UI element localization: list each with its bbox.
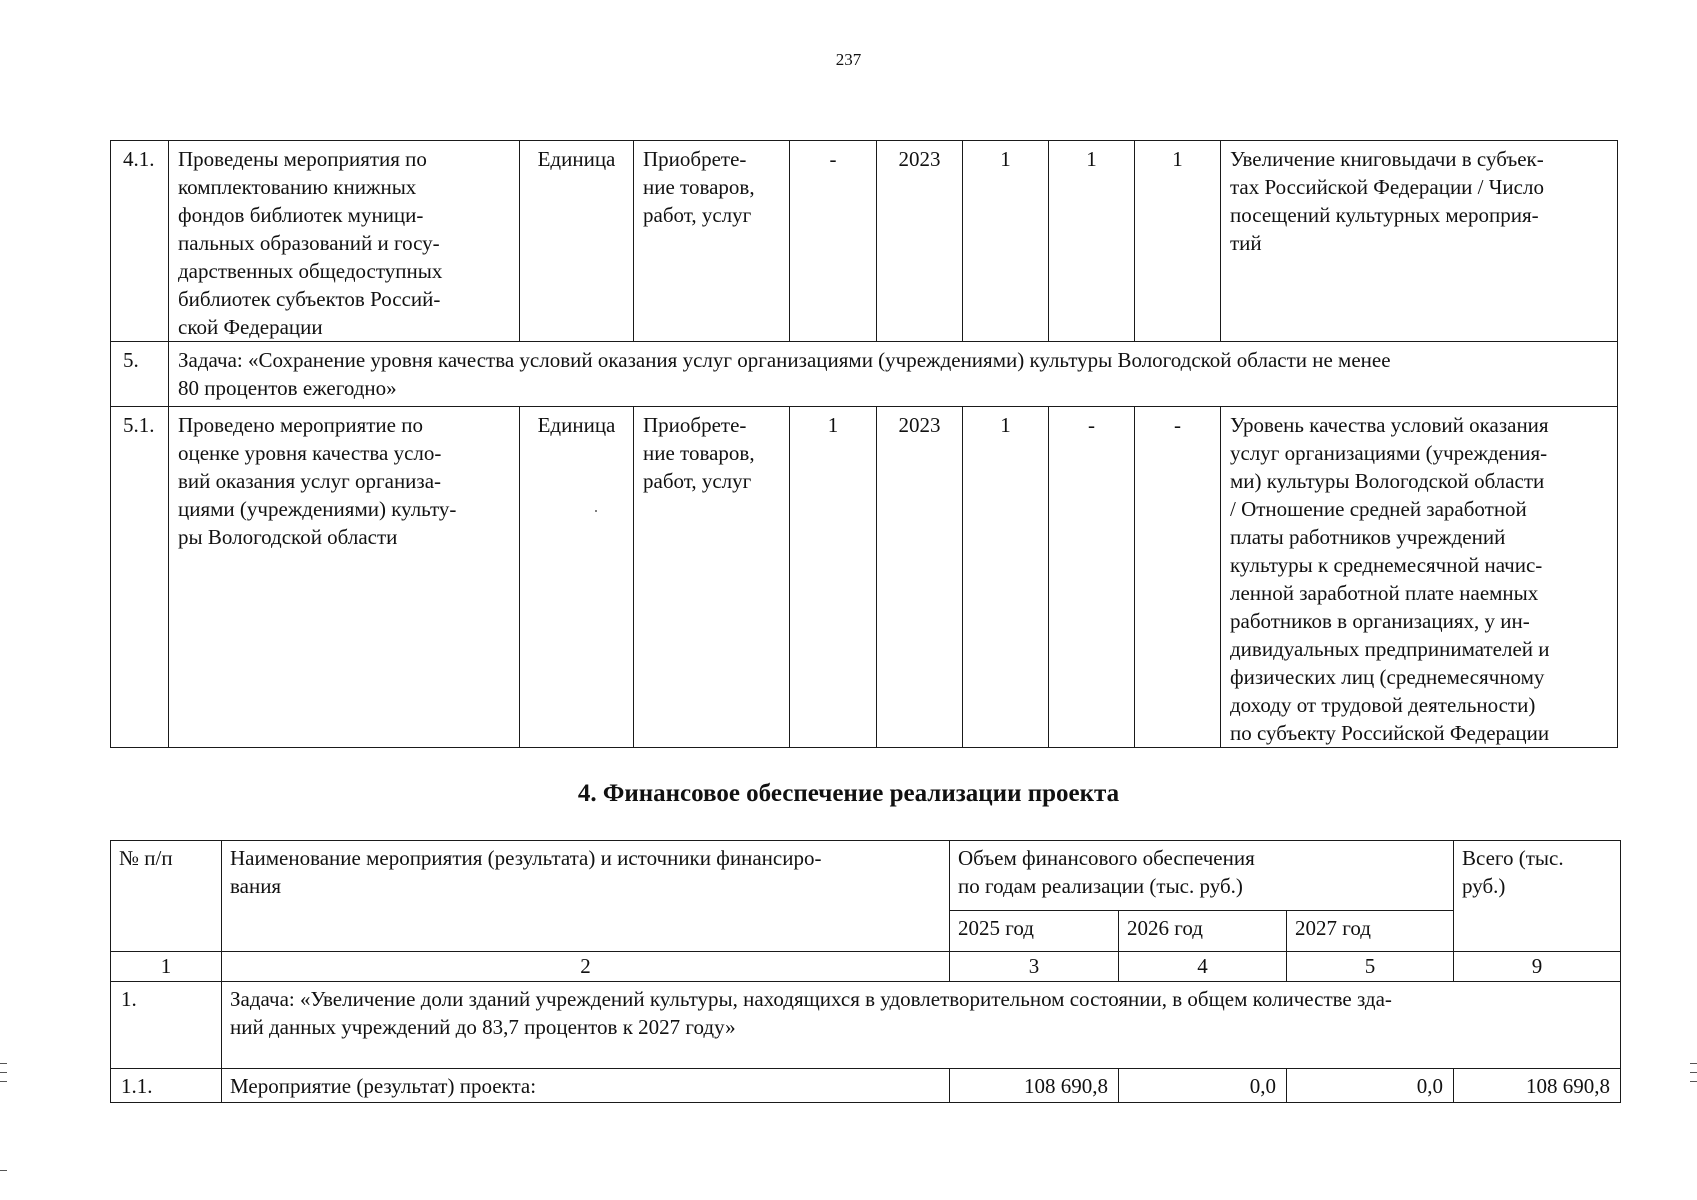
section-heading: 4. Финансовое обеспечение реализации проекта (577, 780, 1120, 807)
base-year: 2023 (877, 141, 963, 342)
row-number: 1.1. (111, 1069, 222, 1103)
result-row-5-1 (111, 407, 1618, 748)
task-text: Задача: «Увеличение доли зданий учреждений культуры, находящихся в удовлетворительном состоянии, в общем количестве зда- ний данных учреждений до 83,7 процентов к 2027 году» (222, 982, 1621, 1069)
column-number: 2 (222, 952, 950, 982)
scan-dot (595, 510, 597, 512)
base-value: 1 (790, 407, 877, 748)
scan-edge-mark (0, 1081, 7, 1082)
row-number: 1. (111, 982, 222, 1069)
scan-edge-mark (1690, 1063, 1697, 1064)
unit-cell: Единица (520, 407, 634, 748)
linked-indicator: Увеличение книговыдачи в субъек- тах Российской Федерации / Число посещений культурных мероприя- тий (1221, 141, 1618, 342)
column-number: 4 (1119, 952, 1287, 982)
header-year-2025: 2025 год (950, 911, 1119, 952)
header-volume: Объем финансового обеспечения по годам реализации (тыс. руб.) (950, 841, 1454, 911)
amount-2027: 0,0 (1287, 1069, 1454, 1103)
measure-name: Мероприятие (результат) проекта: (222, 1069, 950, 1103)
scan-edge-mark (1690, 1072, 1697, 1073)
header-number: № п/п (111, 841, 222, 952)
scan-edge-mark (1690, 1081, 1697, 1082)
scan-edge-mark (0, 1072, 7, 1073)
column-number: 5 (1287, 952, 1454, 982)
header-total: Всего (тыс. руб.) (1454, 841, 1621, 952)
result-type: Приобрете- ние товаров, работ, услуг (634, 407, 790, 748)
result-row-4-1 (111, 141, 1618, 342)
task-row-1 (111, 982, 1621, 1069)
finance-table (110, 840, 1621, 1103)
value-2025: 1 (963, 141, 1049, 342)
row-number: 5.1. (111, 407, 169, 748)
row-number: 5. (111, 342, 169, 407)
column-number: 9 (1454, 952, 1621, 982)
value-2027: 1 (1135, 141, 1221, 342)
amount-2025: 108 690,8 (950, 1069, 1119, 1103)
finance-header-row (111, 841, 1621, 911)
amount-2026: 0,0 (1119, 1069, 1287, 1103)
task-text: Задача: «Сохранение уровня качества условий оказания услуг организациями (учреждениями) культуры Вологодской области не менее 80 процентов ежегодно» (169, 342, 1618, 407)
scan-edge-mark (0, 1063, 7, 1064)
column-numbers-row (111, 952, 1621, 982)
base-year: 2023 (877, 407, 963, 748)
unit-cell: Единица (520, 141, 634, 342)
row-number: 4.1. (111, 141, 169, 342)
value-2026: 1 (1049, 141, 1135, 342)
task-row-5 (111, 342, 1618, 407)
value-2026: - (1049, 407, 1135, 748)
results-table (110, 140, 1618, 748)
value-2025: 1 (963, 407, 1049, 748)
column-number: 1 (111, 952, 222, 982)
linked-indicator: Уровень качества условий оказания услуг организациями (учреждения- ми) культуры Вологодской области / Отношение средней заработной платы работников учреждений культуры к среднемесячной начис- ленной заработной плате наемных работников в организациях, у ин- дивидуальных предпринимателей и физических лиц (среднемесячному доходу от трудовой деятельности) по субъекту Российской Федерации (1221, 407, 1618, 748)
column-number: 3 (950, 952, 1119, 982)
result-name: Проведены мероприятия по комплектованию книжных фондов библиотек муници- пальных образований и госу- дарственных общедоступных библиотек субъектов Россий- ской Федерации (169, 141, 520, 342)
header-year-2027: 2027 год (1287, 911, 1454, 952)
header-name: Наименование мероприятия (результата) и источники финансиро- вания (222, 841, 950, 952)
base-value: - (790, 141, 877, 342)
finance-row-1-1 (111, 1069, 1621, 1103)
value-2027: - (1135, 407, 1221, 748)
scan-edge-mark (0, 1170, 7, 1171)
amount-total: 108 690,8 (1454, 1069, 1621, 1103)
page-number: 237 (835, 50, 862, 69)
header-year-2026: 2026 год (1119, 911, 1287, 952)
result-name: Проведено мероприятие по оценке уровня качества усло- вий оказания услуг организа- циями (учреждениями) культу- ры Вологодской области (169, 407, 520, 748)
result-type: Приобрете- ние товаров, работ, услуг (634, 141, 790, 342)
